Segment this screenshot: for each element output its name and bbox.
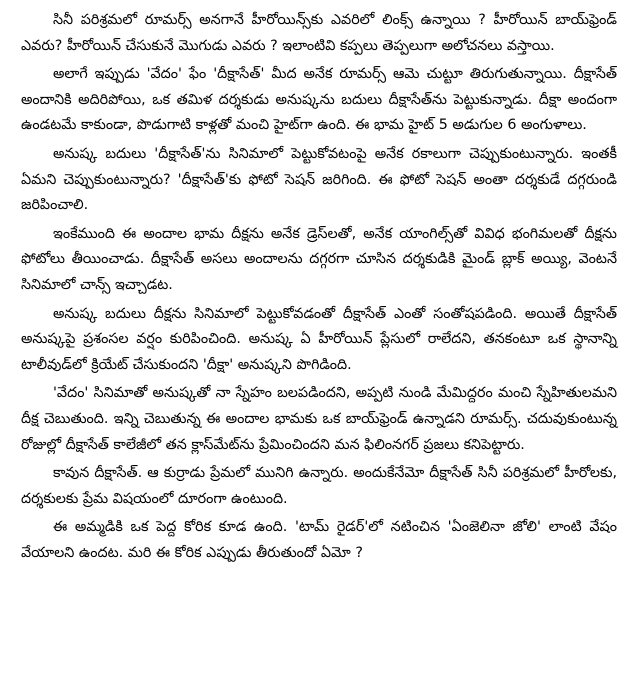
paragraph-8: ఈ అమ్మడికి ఒక పెద్ద కోరిక కూడ ఉంది. 'టామ్ రైడర్'లో నటించిన 'ఏంజెలినా జోలి' లాంటి వేషం వేయాలని ఉందట. మరి ఈ కోరిక ఎప్పుడు తీరుతుందో ఏమో ? (21, 519, 617, 561)
paragraph-1: సినీ పరిశ్రమలో రూమర్స్ అనగానే హీరోయిన్స్‌కు ఎవరిలో లింక్స్ ఉన్నాయి ? హీరోయిన్ బాయ్‌ఫ్రెండ్ ఎవరు? హీరోయిన్ చేసుకునే మొగుడు ఎవరు ? ఇలాంటివి కప్పలు తెప్పలుగా అలోచనలు వస్తాయి. (21, 12, 617, 54)
paragraph-4: ఇంకేముంది ఈ అందాల భామ దీక్షను అనేక డ్రెస్‌లతో, అనేక యాంగిల్స్‌తో వివిధ భంగిమలతో దీక్షను ఫోటోలు తీయించాడు. దీక్షాసేత్ అసలు అందాలను దగ్గరగా చూసిన దర్శకుడికి మైండ్ బ్లాక్ అయ్యి, వెంటనే సినిమాలో చాన్స్ ఇచ్చాడట. (21, 225, 617, 293)
paragraph-7: కావున దీక్షాసేత్. ఆ కుర్రాడు ప్రేమలో మునిగి ఉన్నారు. అందుకేనేమో దీక్షాసేత్ సినీ పరిశ్రమలో హీరోలకు, దర్శకులకు ప్రేమ విషయంలో దూరంగా ఉంటుంది. (21, 465, 617, 507)
paragraph-2: అలాగే ఇప్పుడు 'వేదం' ఫేం 'దీక్షాసేత్' మీద అనేక రూమర్స్ ఆమె చుట్టూ తిరుగుతున్నాయి. దీక్షాసేత్ అందానికి అదిరిపోయి, ఒక తమిళ దర్శకుడు అనుష్కను బదులు దీక్షాసేత్‌ను పెట్టుకున్నాడు. దీక్షా అందంగా ఉండటమే కాకుండా, పొడుగాటి కాళ్లతో మంచి హైట్‌గా ఉంది. ఈ భామ హైట్ 5 అడుగుల 6 అంగుళాలు. (21, 66, 617, 134)
paragraph-6: 'వేదం' సినిమాతో అనుష్కతో నా స్నేహం బలపడిందని, అప్పటి నుండి మేమిద్దరం మంచి స్నేహితులమని దీక్ష చెబుతుంది. ఇన్ని చెబుతున్న ఈ అందాల భామకు ఒక బాయ్‌ఫ్రెండ్ ఉన్నాడని రూమర్స్. చదువుకుంటున్న రోజుల్లో దీక్షాసేత్ కాలేజీలో తన క్లాస్‌మేట్‌ను ప్రేమించిందని మన ఫిలింనగర్ ప్రజలు కనిపెట్టారు. (21, 385, 617, 453)
article-body (21, 8, 617, 569)
paragraph-5: అనుష్క బదులు దీక్షను సినిమాలో పెట్టుకోవడంతో దీక్షాసేత్ ఎంతో సంతోషపడింది. అయితే దీక్షాసేత్ అనుష్కపై ప్రశంసల వర్షం కురిపించింది. అనుష్క ఏ హీరోయిన్ ప్లేసులో రాలేదని, తనకంటూ ఒక స్థానాన్ని టాలీవుడ్‌లో క్రియేట్ చేసుకుందని 'దీక్షా' అనుష్కని పొగిడింది. (21, 305, 617, 373)
paragraph-3: అనుష్క బదులు 'దీక్షాసేత్'ను సినిమాలో పెట్టుకోవటంపై అనేక రకాలుగా చెప్పుకుంటున్నారు. ఇంతకీ ఏమని చెప్పుకుంటున్నారు? 'దీక్షాసేత్'కు ఫోటో సెషన్ జరిగింది. ఈ ఫోటో సెషన్ అంతా దర్శకుడే దగ్గరుండి జరిపించాలి. (21, 145, 617, 214)
